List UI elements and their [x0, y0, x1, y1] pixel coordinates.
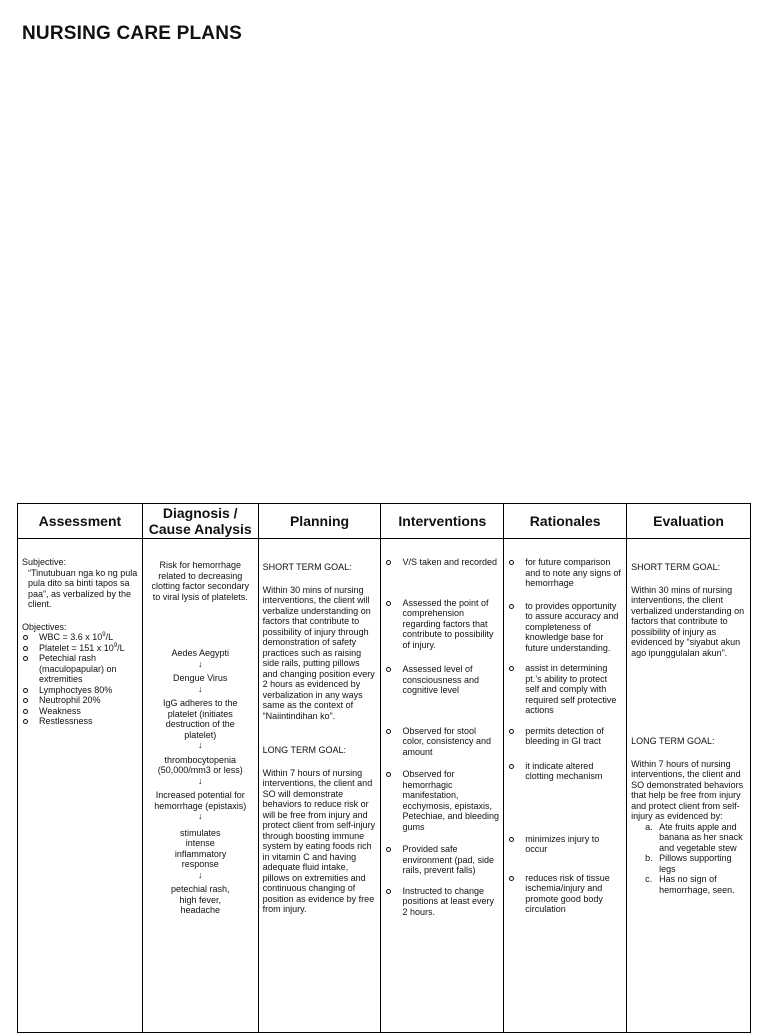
down-arrow-icon: ↓ — [197, 869, 203, 880]
list-item: Petechial rash (maculopapular) on extremities — [22, 653, 138, 685]
item-text: Pillows supporting legs — [659, 853, 732, 874]
list-item — [631, 874, 746, 895]
item-text: Ate fruits apple and banana as her snack and vegetable stew — [659, 821, 743, 853]
list-item: for future comparison and to note any signs of hemorrhage — [508, 557, 622, 589]
item-marker: b. — [645, 853, 653, 863]
diagnosis-step: Increased potential for hemorrhage (epistaxis) — [154, 790, 247, 811]
page-title: NURSING CARE PLANS — [22, 23, 243, 44]
care-plan-table — [17, 503, 751, 1033]
evaluation-items — [631, 822, 746, 896]
planning-long-text: Within 7 hours of nursing interventions, the client and SO will demonstrate behaviors to reduce risk or will be free from injury and protect client from self-injury through boosting immune system by eating foods rich in vitamin C and having adequate fluid intake, pillows on extremities and continuous changing of position as evidence by free from injury. — [262, 767, 376, 914]
interventions-list-3 — [385, 664, 499, 696]
platelet-prefix: Platelet = 151 x 10 — [39, 642, 114, 653]
list-item: Observed for hemorrhagic manifestation, ecchymosis, epistaxis, Petechiae, and bleeding gums — [385, 769, 499, 832]
wbc-exponent: 9 — [102, 632, 106, 638]
wbc-suffix: /L — [105, 632, 114, 642]
list-item: assist in determining pt.’s ability to protect self and comply with required self protective actions — [508, 663, 622, 716]
item-marker: a. — [645, 821, 653, 832]
header-planning: Planning — [258, 504, 381, 539]
table-header-row — [18, 504, 751, 539]
objectives-list — [22, 632, 138, 727]
diagnosis-step: stimulates intense inflammatory response — [174, 827, 227, 869]
diagnosis-step: petechial rash, high fever, headache — [170, 884, 230, 915]
interventions-list-7 — [385, 886, 499, 918]
rationales-list-7 — [508, 873, 622, 915]
list-item: Instructed to change positions at least every 2 hours. — [385, 886, 499, 918]
list-item: Assessed level of consciousness and cognitive level — [385, 664, 499, 696]
list-item: it indicate altered clotting mechanism — [508, 761, 622, 782]
list-item: to provides opportunity to assure accuracy and completeness of knowledge base for future understanding. — [508, 601, 622, 654]
list-item: reduces risk of tissue ischemia/injury and promote good body circulation — [508, 873, 622, 915]
diagnosis-statement: Risk for hemorrhage related to decreasing clotting factor secondary to viral lysis of platelets. — [151, 560, 250, 602]
list-item — [631, 822, 746, 854]
planning-cell — [258, 539, 381, 1033]
rationales-cell — [504, 539, 627, 1033]
item-text: Has no sign of hemorrhage, seen. — [659, 874, 735, 895]
evaluation-long-label: LONG TERM GOAL: — [631, 736, 715, 746]
interventions-cell — [381, 539, 504, 1033]
interventions-list-2 — [385, 598, 499, 651]
objective-wbc — [22, 632, 138, 643]
rationales-list-3 — [508, 663, 622, 716]
subjective-text: “Tinutubuan nga ko ng pula pula dito sa binti tapos sa paa”, as verbalized by the client. — [28, 567, 138, 609]
list-item: Assessed the point of comprehension regarding factors that contribute to possibility of injury. — [385, 598, 499, 651]
evaluation-short-label: SHORT TERM GOAL: — [631, 562, 721, 572]
down-arrow-icon: ↓ — [197, 775, 203, 786]
down-arrow-icon: ↓ — [197, 658, 203, 669]
list-item: V/S taken and recorded — [385, 557, 499, 568]
evaluation-long-text: Within 7 hours of nursing interventions, the client and SO demonstrated behaviors that help be free from injury and protect client from self-injury as evidenced by: — [631, 758, 744, 821]
diagnosis-step: IgG adheres to the platelet (initiates destruction of the platelet) — [162, 698, 238, 740]
table-row — [18, 539, 751, 1033]
diagnosis-step: Dengue Virus — [173, 673, 228, 683]
interventions-list-6 — [385, 844, 499, 876]
item-marker: c. — [645, 874, 653, 884]
interventions-list-5 — [385, 769, 499, 832]
list-item: permits detection of bleeding in GI tract — [508, 726, 622, 747]
down-arrow-icon: ↓ — [197, 683, 203, 694]
assessment-cell — [18, 539, 143, 1033]
planning-long-label: LONG TERM GOAL: — [262, 745, 346, 755]
evaluation-cell — [627, 539, 751, 1033]
header-diagnosis — [142, 504, 258, 539]
header-interventions: Interventions — [381, 504, 504, 539]
header-assessment: Assessment — [18, 504, 143, 539]
down-arrow-icon: ↓ — [197, 811, 203, 821]
list-item: Provided safe environment (pad, side rails, prevent falls) — [385, 844, 499, 876]
platelet-exponent: 9 — [113, 642, 118, 649]
diagnosis-cell — [142, 539, 258, 1033]
list-item — [631, 853, 746, 874]
subjective-label: Subjective: — [22, 557, 67, 567]
planning-short-text: Within 30 mins of nursing interventions, the client will verbalize understanding on factors that contribute to possibility of injury through demonstration of safety practices such as raising side rails, putting pillows and changing position every 2 hours as evidenced by verbalization in any ways same as the context of “Naiintindihan ko”. — [262, 584, 375, 721]
diagnosis-step: thrombocytopenia (50,000/mm3 or less) — [157, 754, 243, 775]
header-diagnosis-line1: Diagnosis / — [162, 505, 238, 521]
interventions-list — [385, 557, 499, 568]
interventions-list-4 — [385, 726, 499, 758]
platelet-suffix: /L — [117, 642, 125, 653]
list-item: Weakness — [22, 706, 138, 717]
rationales-list-6 — [508, 834, 622, 855]
header-rationales: Rationales — [504, 504, 627, 539]
rationales-list-4 — [508, 726, 622, 747]
planning-short-label: SHORT TERM GOAL: — [262, 562, 352, 572]
header-evaluation: Evaluation — [627, 504, 751, 539]
header-diagnosis-line2: Cause Analysis — [148, 521, 252, 537]
rationales-list-2 — [508, 601, 622, 654]
wbc-prefix: WBC = 3.6 x 10 — [39, 632, 103, 642]
down-arrow-icon: ↓ — [197, 740, 203, 750]
objective-platelet — [22, 643, 138, 654]
list-item: Restlessness — [22, 716, 138, 727]
objectives-label: Objectives: — [22, 621, 67, 632]
list-item: Neutrophil 20% — [22, 695, 138, 706]
evaluation-short-text: Within 30 mins of nursing interventions, the client verbalized understanding on factors that contribute to possibility of injury as evidenced by “siyabut akun ago ipunggulalan akun”. — [631, 584, 745, 658]
rationales-list-5 — [508, 761, 622, 782]
list-item: Observed for stool color, consistency and amount — [385, 726, 499, 758]
list-item: minimizes injury to occur — [508, 834, 622, 855]
diagnosis-step: Aedes Aegypti — [171, 648, 229, 658]
rationales-list — [508, 557, 622, 589]
list-item: Lymphoctyes 80% — [22, 685, 138, 696]
